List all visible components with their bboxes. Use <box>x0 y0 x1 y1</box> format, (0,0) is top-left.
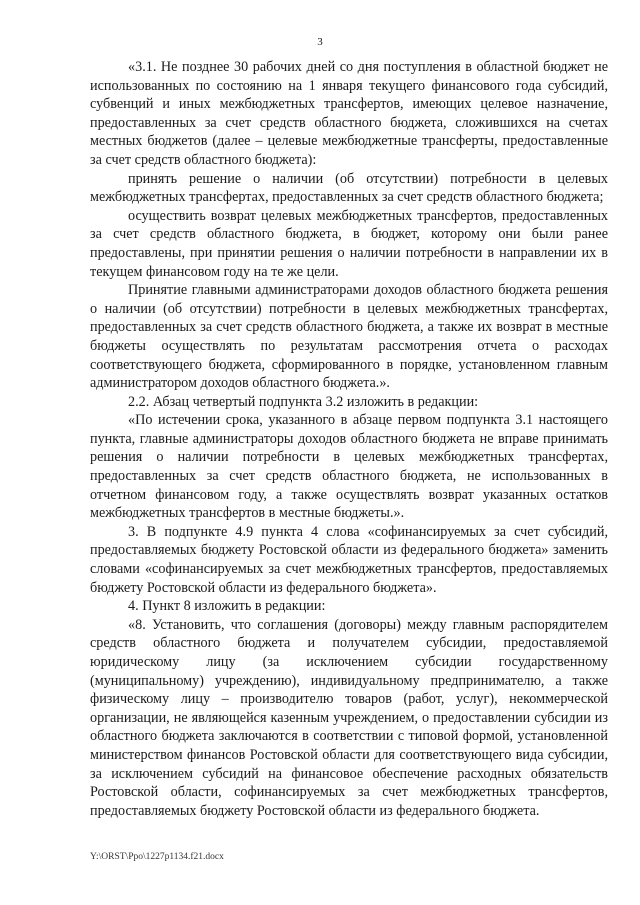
paragraph-administrators: Принятие главными администраторами доходов областного бюджета решения о наличии (об отсутствии) потребности в целевых межбюджетных трансфертах, предоставленных за счет средств областного бюджета, а также их возврат в местные бюджеты осуществлять по результатам рассмотрения отчета о расходах соответствующего бюджета, сформированного в порядке, установленном главным администратором доходов областного бюджета.». <box>90 282 608 392</box>
paragraph-3-1: «3.1. Не позднее 30 рабочих дней со дня поступления в областной бюджет не использованных по состоянию на 1 января текущего финансового года субсидий, субвенций и иных межбюджетных трансфертов, имеющих целевое назначение, предоставленных за счет средств областного бюджета, сложившихся на счетах местных бюджетов (далее – целевые межбюджетные трансферты, предоставленные за счет средств областного бюджета): <box>90 59 608 168</box>
paragraph-point-8-heading: 4. Пункт 8 изложить в редакции: <box>128 598 326 615</box>
file-path-footer: Y:\ORST\Ppo\1227p1134.f21.docx <box>90 852 224 862</box>
document-body <box>90 58 608 820</box>
page-number: 3 <box>317 36 323 48</box>
paragraph-point-8: «8. Установить, что соглашения (договоры) между главным распорядителем средств областного бюджета и получателем субсидии, предоставляемой юридическому лицу (за исключением субсидии государственному (муниципальному) учреждению), индивидуальному предпринимателю, а также физическому лицу – производителю товаров (работ, услуг), некоммерческой организации, не являющейся казенным учреждением, о предоставлении субсидии из областного бюджета заключаются в соответствии с типовой формой, установленной министерством финансов Ростовской области для соответствующего вида субсидии, за исключением субсидий на финансовое обеспечение расходных обязательств Ростовской области, софинансируемых за счет межбюджетных трансфертов, предоставляемых бюджету Ростовской области из федерального бюджета. <box>90 616 608 819</box>
paragraph-decision: принять решение о наличии (об отсутствии) потребности в целевых межбюджетных трансфертах, предоставленных за счет средств областного бюджета; <box>90 170 608 206</box>
paragraph-return: осуществить возврат целевых межбюджетных трансфертов, предоставленных за счет средств областного бюджета, в бюджет, которому они были ранее предоставлены, при принятии решения о наличии потребности в направлении их в текущем финансовом году на те же цели. <box>90 207 608 280</box>
paragraph-4-9: 3. В подпункте 4.9 пункта 4 слова «софинансируемых за счет субсидий, предоставляемых бюджету Ростовской области из федерального бюджета» заменить словами «софинансируемых за счет межбюджетных трансфертов, предоставляемых бюджету Ростовской области из федерального бюджета». <box>90 523 608 596</box>
paragraph-deadline: «По истечении срока, указанного в абзаце первом подпункта 3.1 настоящего пункта, главные администраторы доходов областного бюджета не вправе принимать решения о наличии потребности в целевых межбюджетных трансфертах, предоставленных за счет средств областного бюджета, не использованных в отчетном финансовом году, а также осуществлять возврат указанных остатков межбюджетных трансфертов в местные бюджеты.». <box>90 412 608 522</box>
paragraph-2-2: 2.2. Абзац четвертый подпункта 3.2 изложить в редакции: <box>128 393 479 410</box>
